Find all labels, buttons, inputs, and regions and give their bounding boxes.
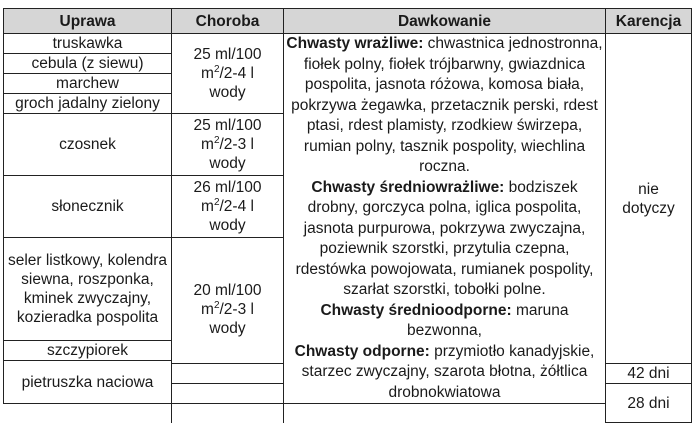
table-row (4, 34, 692, 54)
crop-cell: seler listkowy, kolendra siewna, roszponka, kminek zwyczajny, kozieradka pospolita (4, 238, 172, 341)
karencja-cell: nie dotyczy (606, 34, 692, 364)
header-uprawa: Uprawa (4, 9, 172, 34)
crop-cell: szczypiorek (4, 341, 172, 361)
crop-cell: groch jadalny zielony (4, 94, 172, 114)
dosage-table (3, 8, 692, 423)
dose-cell: 25 ml/100 $m^2/2-4$ l wody (172, 34, 284, 114)
blank-cell (172, 404, 284, 423)
header-karencja: Karencja (606, 9, 692, 34)
crop-cell: marchew (4, 74, 172, 94)
header-row (4, 9, 692, 34)
dose-cell: 25 ml/100 $m^2/2-3$ l wody (172, 114, 284, 176)
crop-cell: cebula (z siewu) (4, 54, 172, 74)
karencja-cell: 42 dni (606, 364, 692, 384)
header-choroba: Choroba (172, 9, 284, 34)
dose-cell-continued (172, 364, 284, 384)
header-dawkowanie: Dawkowanie (284, 9, 606, 34)
blank-cell (4, 404, 172, 423)
dose-cell: 26 ml/100 $m^2/2-4$ l wody (172, 176, 284, 238)
blank-cell (284, 404, 606, 423)
crop-cell: słonecznik (4, 176, 172, 238)
dose-cell-continued (172, 384, 284, 404)
table-row (4, 404, 692, 423)
weed-description: Chwasty wrażliwe: chwastnica jednostronna, fiołek polny, fiołek trójbarwny, gwiazdnica pospolita, jasnota różowa, komosa biała, pokrzywa żegawka, przetacznik perski, rdest ptasi, rdest plamisty, rzodkiew świrzepa, rumian polny, tasznik pospolity, wiechlina roczna. Chwasty średniowrażliwe: bodziszek drobny, gorczyca polna, iglica pospolita, jasnota purpurowa, pokrzywa zwyczajna, poziewnik szorstki, przytulia czepna, rdestówka powojowata, rumianek pospolity, szarłat szorstki, tobołki polne. Chwasty średnioodporne: maruna bezwonna, Chwasty odporne: przymiotło kanadyjskie, starzec zwyczajny, szarota błotna, żółtlica drobnokwiatowa (284, 34, 606, 404)
crop-cell: truskawka (4, 34, 172, 54)
karencja-cell: 28 dni (606, 384, 692, 423)
dose-cell: 20 ml/100 $m^2/2-3$ l wody (172, 238, 284, 364)
crop-cell: pietruszka naciowa (4, 361, 172, 404)
crop-cell: czosnek (4, 114, 172, 176)
